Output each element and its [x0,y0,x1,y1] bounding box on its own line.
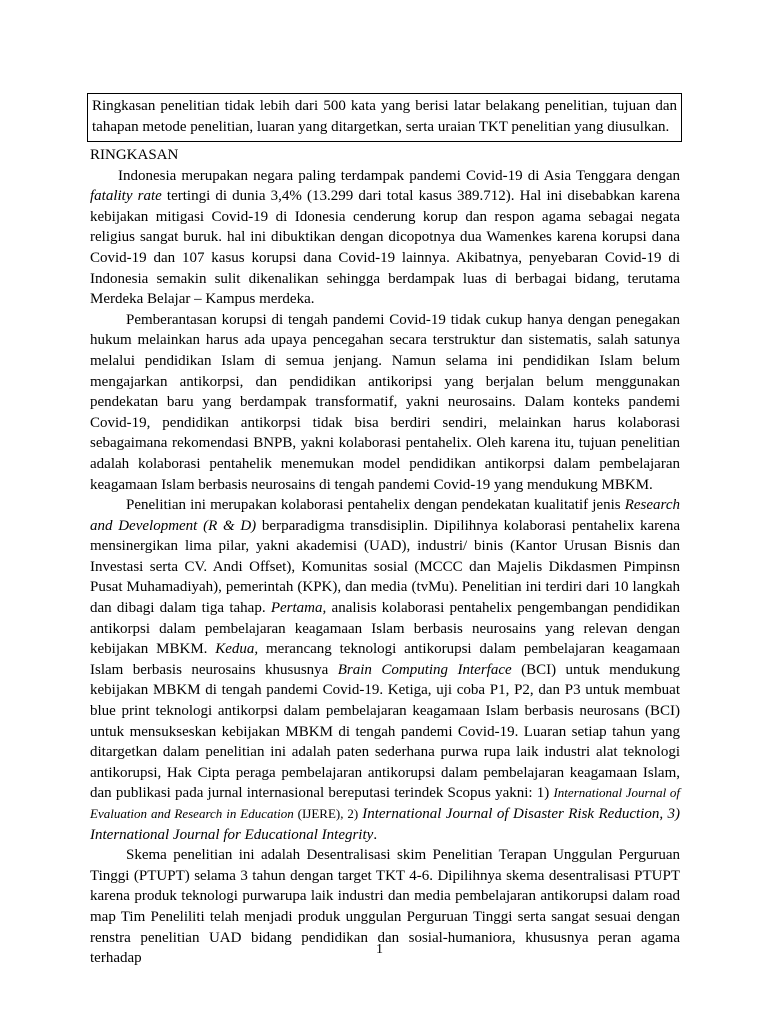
p3-text-c: berparadigma transdisiplin. Dipilihnya kolaborasi pentahelix karena mensinergikan lima pilar, yakni akademisi (UAD), industri/ binis (Kantor Urusan Bisnis dan Investasi serta CV. Andi Offset), Komunitas sosial (MCCC dan Majelis Dikdasmen Pimpinsn Pusat Muhamadiyah), pemerintah (KPK), dan media (tvMu). Penelitian ini terdiri dari 10 langkah dan dibagi dalam tiga tahap. [90,517,680,617]
paragraph-2: Pemberantasan korupsi di tengah pandemi Covid-19 tidak cukup hanya dengan penegakan hukum melainkan harus ada upaya pencegahan secara terstruktur dan sistematis, salah satunya melalui pendidikan Islam di semua jenjang. Namun selama ini pendidikan Islam belum mengajarkan antikorpsi, dan pendidikan antikoripsi yang berjalan belum menggunakan pendekatan baru yang berdampak transformatif, yakni neurosains. Dalam konteks pandemi Covid-19, pendidikan antikorpsi tidak bisa berdiri sendiri, melainkan harus kolaborasi sebagaimana rekomendasi BNPB, yakni kolaborasi pentahelix. Oleh karena itu, tujuan penelitian adalah kolaborasi pentahelik menemukan model pendidikan antikorpsi dalam pembelajaran keagamaan Islam berbasis neurosains di tengah pandemi Covid-19 yang mendukung MBKM. [90,311,680,493]
p3-italic-journals: International Journal of Disaster Risk Reduction, 3) International Journal for Educational Integrity [90,806,681,843]
summary-section [90,145,680,969]
paragraph-1 [90,166,680,310]
p3-italic-pertama: Pertama, [270,600,327,617]
p3-text-g: merancang teknologi antikorupsi dalam pembelajaran keagamaan Islam berbasis neurosains khususnya [90,641,680,678]
p3-italic-rnd: Research and Development (R & D) [90,497,680,534]
p1-italic-fatality-rate: fatality rate [90,188,162,205]
p3-text-m: . [373,826,378,843]
p3-italic-kedua: Kedua, [215,641,259,658]
page-number: 1 [376,942,383,957]
p3-text-e: analisis kolaborasi pentahelix pengembangan pendidikan antikorpsi dalam pembelajaran keagamaan Islam berbasis neurosains yang relevan dengan kebijakan MBKM. [90,600,681,658]
instruction-text: Ringkasan penelitian tidak lebih dari 500 kata yang berisi latar belakang penelitian, tujuan dan tahapan metode penelitian, luaran yang ditargetkan, serta uraian TKT penelitian yang diusulkan. [92,98,677,135]
section-heading: RINGKASAN [90,147,179,163]
p3-text-i: (BCI) untuk mendukung kebijakan MBKM di tengah pandemi Covid-19. Ketiga, uji coba P1, P2, dan P3 untuk membuat blue print teknologi antikorpsi dalam pembelajaran keagamaan Islam berbasis neurosans (BCI) untuk mensukseskan kebijakan MBKM di tengah pandemi Covid-19. Luaran setiap tahun yang ditargetkan dalam penelitian ini adalah paten sederhana purwa rupa laik industri alat teknologi antikorupsi, Hak Cipta peraga pembelajaran antikorupsi dalam pembelajaran keagamaan Islam, dan publikasi pada jurnal internasional bereputasi terindek Scopus yakni: 1) [90,661,680,802]
p1-text-a: Indonesia merupakan negara paling terdampak pandemi Covid-19 di Asia Tenggara dengan [118,167,680,184]
paragraph-3 [90,495,680,845]
p3-italic-bci: Brain Computing Interface [337,661,512,678]
paragraph-4: Skema penelitian ini adalah Desentralisasi skim Penelitian Terapan Unggulan Perguruan Tinggi (PTUPT) selama 3 tahun dengan target TKT 4-6. Dipilihnya skema desentralisasi PTUPT karena produk teknologi purwarupa laik industri dan media pembelajaran antikorupsi dalam road map Tim Peneliliti telah menjadi produk unggulan Perguruan Tinggi serta sangat sesuai dengan renstra penelitian UAD bidang pendidikan dan sosial-humaniora, khususnya peran agama terhadap [90,847,680,967]
p3-text-k: (IJERE), 2) [293,806,363,821]
p1-text-c: tertingi di dunia 3,4% (13.299 dari total kasus 389.712). Hal ini disebabkan karena kebijakan mitigasi Covid-19 di Idonesia cenderung korup dan respon agama sebagai negata religius sangat buruk. hal ini dibuktikan dengan dicopotnya dua Wamenkes karena korupsi dana Covid-19 dan 107 kasus korupsi dana Covid-19 lainnya. Akibatnya, penyebaran Covid-19 di Indonesia semakin sulit dikenalikan sehingga berdampak luas di berbagai bidang, terutama Merdeka Belajar – Kampus merdeka. [90,188,680,308]
instruction-box [87,93,682,142]
p3-italic-ijere: International Journal of Evaluation and Research in Education [90,785,680,821]
p3-text-a: Penelitian ini merupakan kolaborasi pentahelix dengan pendekatan kualitatif jenis [126,497,625,514]
